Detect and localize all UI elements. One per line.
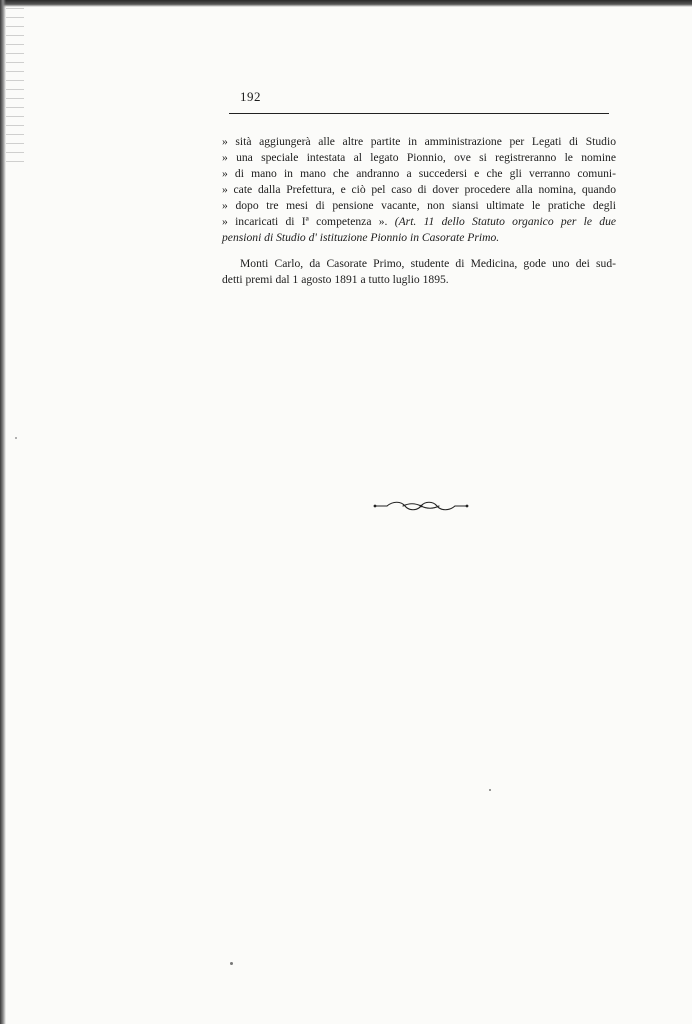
quote-line: » di mano in mano che andranno a succedersi e che gli verranno comuni- (222, 167, 616, 180)
paper-speck (15, 437, 17, 439)
paragraph-line: Monti Carlo, da Casorate Primo, studente di Medicina, gode uno dei sud- (240, 257, 616, 270)
quote-line: » dopo tre mesi di pensione vacante, non siansi ultimate le pratiche degli (222, 199, 616, 212)
paper-speck (489, 789, 491, 791)
quote-line: » cate dalla Prefettura, e ciò pel caso di dover procedere alla nomina, quando (222, 183, 616, 196)
quote-line: » incaricati di Iª competenza ». (222, 215, 388, 228)
paragraph-line: detti premi dal 1 agosto 1891 a tutto luglio 1895. (222, 273, 449, 286)
citation-continued: pensioni di Studio d' istituzione Pionnio in Casorate Primo. (222, 231, 500, 244)
quote-line-with-citation (222, 214, 616, 230)
body-text (222, 134, 616, 288)
quoted-statute (222, 134, 616, 246)
scroll-flourish-icon (373, 499, 469, 513)
citation: (Art. 11 dello Statuto organico per le due (394, 215, 617, 228)
page-edge-shadow-top (0, 0, 692, 7)
quote-line: » sità aggiungerà alle altre partite in amministrazione per Legati di Studio (222, 135, 616, 148)
student-paragraph (222, 256, 616, 288)
page-number: 192 (240, 89, 261, 104)
header-rule (229, 113, 609, 114)
paper-speck (230, 962, 233, 965)
binding-marks (6, 8, 24, 168)
quote-line: » una speciale intestata al legato Pionnio, ove si registreranno le nomine (222, 151, 616, 164)
